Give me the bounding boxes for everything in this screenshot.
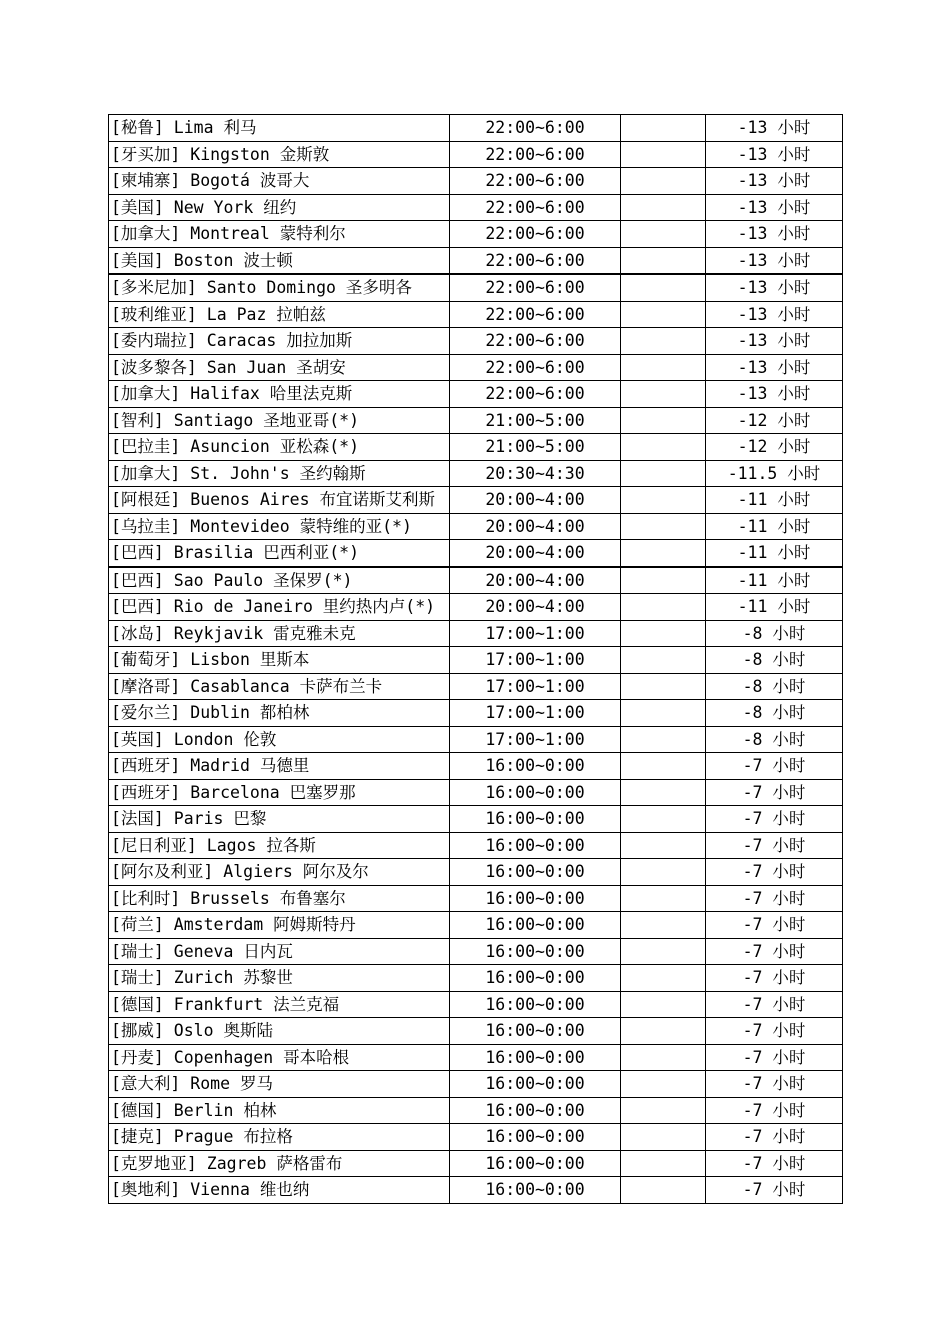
- time-difference-cell: -7 小时: [706, 1097, 843, 1124]
- blank-cell: [621, 673, 706, 700]
- time-difference-cell: -13 小时: [706, 354, 843, 381]
- table-row: [109, 540, 843, 567]
- time-difference-cell: -13 小时: [706, 247, 843, 274]
- time-range-cell: 16:00~0:00: [450, 965, 621, 992]
- time-difference-cell: -13 小时: [706, 221, 843, 248]
- city-cell: [巴西] Rio de Janeiro 里约热内卢(*): [109, 594, 450, 621]
- timezone-table: [108, 114, 843, 1204]
- time-range-cell: 16:00~0:00: [450, 859, 621, 886]
- blank-cell: [621, 168, 706, 195]
- time-range-cell: 20:00~4:00: [450, 567, 621, 594]
- time-difference-cell: -7 小时: [706, 779, 843, 806]
- city-cell: [捷克] Prague 布拉格: [109, 1124, 450, 1151]
- time-difference-cell: -8 小时: [706, 726, 843, 753]
- table-row: [109, 594, 843, 621]
- time-range-cell: 16:00~0:00: [450, 1124, 621, 1151]
- time-difference-cell: -12 小时: [706, 434, 843, 461]
- time-range-cell: 17:00~1:00: [450, 700, 621, 727]
- table-row: [109, 1097, 843, 1124]
- table-row: [109, 673, 843, 700]
- blank-cell: [621, 938, 706, 965]
- time-range-cell: 16:00~0:00: [450, 1018, 621, 1045]
- table-row: [109, 274, 843, 301]
- time-difference-cell: -11 小时: [706, 513, 843, 540]
- city-cell: [加拿大] Halifax 哈里法克斯: [109, 381, 450, 408]
- blank-cell: [621, 141, 706, 168]
- table-row: [109, 885, 843, 912]
- city-cell: [瑞士] Zurich 苏黎世: [109, 965, 450, 992]
- blank-cell: [621, 753, 706, 780]
- time-range-cell: 16:00~0:00: [450, 991, 621, 1018]
- time-difference-cell: -11 小时: [706, 567, 843, 594]
- city-cell: [西班牙] Barcelona 巴塞罗那: [109, 779, 450, 806]
- table-row: [109, 1150, 843, 1177]
- time-difference-cell: -7 小时: [706, 1124, 843, 1151]
- time-difference-cell: -13 小时: [706, 328, 843, 355]
- blank-cell: [621, 567, 706, 594]
- table-row: [109, 965, 843, 992]
- table-row: [109, 487, 843, 514]
- city-cell: [尼日利亚] Lagos 拉各斯: [109, 832, 450, 859]
- blank-cell: [621, 328, 706, 355]
- blank-cell: [621, 1150, 706, 1177]
- blank-cell: [621, 301, 706, 328]
- blank-cell: [621, 407, 706, 434]
- time-range-cell: 22:00~6:00: [450, 115, 621, 142]
- city-cell: [多米尼加] Santo Domingo 圣多明各: [109, 274, 450, 301]
- table-row: [109, 726, 843, 753]
- table-row: [109, 168, 843, 195]
- time-difference-cell: -7 小时: [706, 1044, 843, 1071]
- blank-cell: [621, 381, 706, 408]
- time-difference-cell: -8 小时: [706, 620, 843, 647]
- time-difference-cell: -7 小时: [706, 991, 843, 1018]
- table-row: [109, 938, 843, 965]
- time-difference-cell: -13 小时: [706, 274, 843, 301]
- time-range-cell: 22:00~6:00: [450, 354, 621, 381]
- time-range-cell: 21:00~5:00: [450, 407, 621, 434]
- time-range-cell: 16:00~0:00: [450, 1071, 621, 1098]
- time-difference-cell: -7 小时: [706, 912, 843, 939]
- time-range-cell: 17:00~1:00: [450, 620, 621, 647]
- blank-cell: [621, 115, 706, 142]
- blank-cell: [621, 1177, 706, 1204]
- time-range-cell: 16:00~0:00: [450, 806, 621, 833]
- time-difference-cell: -11.5 小时: [706, 460, 843, 487]
- time-range-cell: 16:00~0:00: [450, 1097, 621, 1124]
- time-range-cell: 22:00~6:00: [450, 194, 621, 221]
- time-difference-cell: -7 小时: [706, 753, 843, 780]
- city-cell: [秘鲁] Lima 利马: [109, 115, 450, 142]
- time-range-cell: 22:00~6:00: [450, 328, 621, 355]
- time-difference-cell: -7 小时: [706, 832, 843, 859]
- blank-cell: [621, 247, 706, 274]
- time-difference-cell: -13 小时: [706, 194, 843, 221]
- city-cell: [柬埔寨] Bogotá 波哥大: [109, 168, 450, 195]
- time-difference-cell: -8 小时: [706, 673, 843, 700]
- table-row: [109, 141, 843, 168]
- table-row: [109, 301, 843, 328]
- time-difference-cell: -7 小时: [706, 806, 843, 833]
- city-cell: [波多黎各] San Juan 圣胡安: [109, 354, 450, 381]
- city-cell: [克罗地亚] Zagreb 萨格雷布: [109, 1150, 450, 1177]
- time-difference-cell: -7 小时: [706, 938, 843, 965]
- table-row: [109, 832, 843, 859]
- city-cell: [意大利] Rome 罗马: [109, 1071, 450, 1098]
- time-range-cell: 22:00~6:00: [450, 221, 621, 248]
- city-cell: [加拿大] Montreal 蒙特利尔: [109, 221, 450, 248]
- time-range-cell: 20:00~4:00: [450, 540, 621, 567]
- table-row: [109, 912, 843, 939]
- time-range-cell: 16:00~0:00: [450, 1044, 621, 1071]
- time-range-cell: 22:00~6:00: [450, 247, 621, 274]
- table-row: [109, 753, 843, 780]
- time-range-cell: 21:00~5:00: [450, 434, 621, 461]
- time-range-cell: 20:30~4:30: [450, 460, 621, 487]
- blank-cell: [621, 991, 706, 1018]
- time-range-cell: 16:00~0:00: [450, 1150, 621, 1177]
- table-row: [109, 513, 843, 540]
- time-difference-cell: -13 小时: [706, 115, 843, 142]
- time-range-cell: 16:00~0:00: [450, 832, 621, 859]
- time-range-cell: 17:00~1:00: [450, 647, 621, 674]
- blank-cell: [621, 726, 706, 753]
- blank-cell: [621, 274, 706, 301]
- time-difference-cell: -12 小时: [706, 407, 843, 434]
- blank-cell: [621, 460, 706, 487]
- city-cell: [玻利维亚] La Paz 拉帕兹: [109, 301, 450, 328]
- table-row: [109, 647, 843, 674]
- time-difference-cell: -7 小时: [706, 1150, 843, 1177]
- city-cell: [美国] New York 纽约: [109, 194, 450, 221]
- city-cell: [美国] Boston 波士顿: [109, 247, 450, 274]
- table-row: [109, 806, 843, 833]
- blank-cell: [621, 647, 706, 674]
- blank-cell: [621, 194, 706, 221]
- city-cell: [乌拉圭] Montevideo 蒙特维的亚(*): [109, 513, 450, 540]
- blank-cell: [621, 513, 706, 540]
- city-cell: [摩洛哥] Casablanca 卡萨布兰卡: [109, 673, 450, 700]
- time-difference-cell: -8 小时: [706, 647, 843, 674]
- blank-cell: [621, 594, 706, 621]
- city-cell: [加拿大] St. John's 圣约翰斯: [109, 460, 450, 487]
- time-range-cell: 22:00~6:00: [450, 274, 621, 301]
- city-cell: [奥地利] Vienna 维也纳: [109, 1177, 450, 1204]
- table-row: [109, 1177, 843, 1204]
- table-row: [109, 115, 843, 142]
- time-range-cell: 22:00~6:00: [450, 141, 621, 168]
- time-difference-cell: -13 小时: [706, 141, 843, 168]
- city-cell: [巴西] Sao Paulo 圣保罗(*): [109, 567, 450, 594]
- time-range-cell: 20:00~4:00: [450, 487, 621, 514]
- city-cell: [智利] Santiago 圣地亚哥(*): [109, 407, 450, 434]
- blank-cell: [621, 354, 706, 381]
- time-range-cell: 22:00~6:00: [450, 381, 621, 408]
- table-row: [109, 1124, 843, 1151]
- time-range-cell: 17:00~1:00: [450, 673, 621, 700]
- table-row: [109, 221, 843, 248]
- city-cell: [瑞士] Geneva 日内瓦: [109, 938, 450, 965]
- table-row: [109, 247, 843, 274]
- city-cell: [委内瑞拉] Caracas 加拉加斯: [109, 328, 450, 355]
- table-row: [109, 381, 843, 408]
- city-cell: [牙买加] Kingston 金斯敦: [109, 141, 450, 168]
- table-row: [109, 1018, 843, 1045]
- time-difference-cell: -8 小时: [706, 700, 843, 727]
- timezone-table-body: [109, 115, 843, 1204]
- time-difference-cell: -7 小时: [706, 1177, 843, 1204]
- city-cell: [冰岛] Reykjavik 雷克雅未克: [109, 620, 450, 647]
- time-range-cell: 22:00~6:00: [450, 301, 621, 328]
- city-cell: [丹麦] Copenhagen 哥本哈根: [109, 1044, 450, 1071]
- blank-cell: [621, 1018, 706, 1045]
- blank-cell: [621, 859, 706, 886]
- table-row: [109, 407, 843, 434]
- time-difference-cell: -11 小时: [706, 540, 843, 567]
- blank-cell: [621, 1044, 706, 1071]
- table-row: [109, 460, 843, 487]
- blank-cell: [621, 221, 706, 248]
- table-row: [109, 700, 843, 727]
- blank-cell: [621, 832, 706, 859]
- city-cell: [阿根廷] Buenos Aires 布宜诺斯艾利斯: [109, 487, 450, 514]
- table-row: [109, 434, 843, 461]
- blank-cell: [621, 806, 706, 833]
- blank-cell: [621, 912, 706, 939]
- time-difference-cell: -13 小时: [706, 381, 843, 408]
- table-row: [109, 567, 843, 594]
- time-difference-cell: -13 小时: [706, 168, 843, 195]
- time-range-cell: 20:00~4:00: [450, 594, 621, 621]
- blank-cell: [621, 540, 706, 567]
- table-row: [109, 1071, 843, 1098]
- table-row: [109, 194, 843, 221]
- time-difference-cell: -7 小时: [706, 859, 843, 886]
- time-range-cell: 22:00~6:00: [450, 168, 621, 195]
- time-difference-cell: -7 小时: [706, 965, 843, 992]
- blank-cell: [621, 434, 706, 461]
- time-range-cell: 16:00~0:00: [450, 1177, 621, 1204]
- time-difference-cell: -11 小时: [706, 487, 843, 514]
- time-difference-cell: -7 小时: [706, 885, 843, 912]
- table-row: [109, 779, 843, 806]
- city-cell: [西班牙] Madrid 马德里: [109, 753, 450, 780]
- city-cell: [挪威] Oslo 奥斯陆: [109, 1018, 450, 1045]
- blank-cell: [621, 1071, 706, 1098]
- table-row: [109, 991, 843, 1018]
- table-row: [109, 1044, 843, 1071]
- blank-cell: [621, 1124, 706, 1151]
- city-cell: [巴拉圭] Asuncion 亚松森(*): [109, 434, 450, 461]
- table-row: [109, 328, 843, 355]
- city-cell: [葡萄牙] Lisbon 里斯本: [109, 647, 450, 674]
- city-cell: [英国] London 伦敦: [109, 726, 450, 753]
- table-row: [109, 354, 843, 381]
- time-difference-cell: -7 小时: [706, 1071, 843, 1098]
- time-range-cell: 20:00~4:00: [450, 513, 621, 540]
- city-cell: [法国] Paris 巴黎: [109, 806, 450, 833]
- city-cell: [德国] Berlin 柏林: [109, 1097, 450, 1124]
- blank-cell: [621, 620, 706, 647]
- time-difference-cell: -13 小时: [706, 301, 843, 328]
- blank-cell: [621, 885, 706, 912]
- city-cell: [爱尔兰] Dublin 都柏林: [109, 700, 450, 727]
- city-cell: [德国] Frankfurt 法兰克福: [109, 991, 450, 1018]
- time-range-cell: 16:00~0:00: [450, 938, 621, 965]
- table-row: [109, 620, 843, 647]
- time-range-cell: 16:00~0:00: [450, 885, 621, 912]
- time-difference-cell: -7 小时: [706, 1018, 843, 1045]
- table-row: [109, 859, 843, 886]
- blank-cell: [621, 965, 706, 992]
- city-cell: [比利时] Brussels 布鲁塞尔: [109, 885, 450, 912]
- blank-cell: [621, 487, 706, 514]
- time-difference-cell: -11 小时: [706, 594, 843, 621]
- blank-cell: [621, 1097, 706, 1124]
- time-range-cell: 17:00~1:00: [450, 726, 621, 753]
- city-cell: [巴西] Brasilia 巴西利亚(*): [109, 540, 450, 567]
- city-cell: [荷兰] Amsterdam 阿姆斯特丹: [109, 912, 450, 939]
- time-range-cell: 16:00~0:00: [450, 912, 621, 939]
- time-range-cell: 16:00~0:00: [450, 779, 621, 806]
- time-range-cell: 16:00~0:00: [450, 753, 621, 780]
- blank-cell: [621, 700, 706, 727]
- blank-cell: [621, 779, 706, 806]
- city-cell: [阿尔及利亚] Algiers 阿尔及尔: [109, 859, 450, 886]
